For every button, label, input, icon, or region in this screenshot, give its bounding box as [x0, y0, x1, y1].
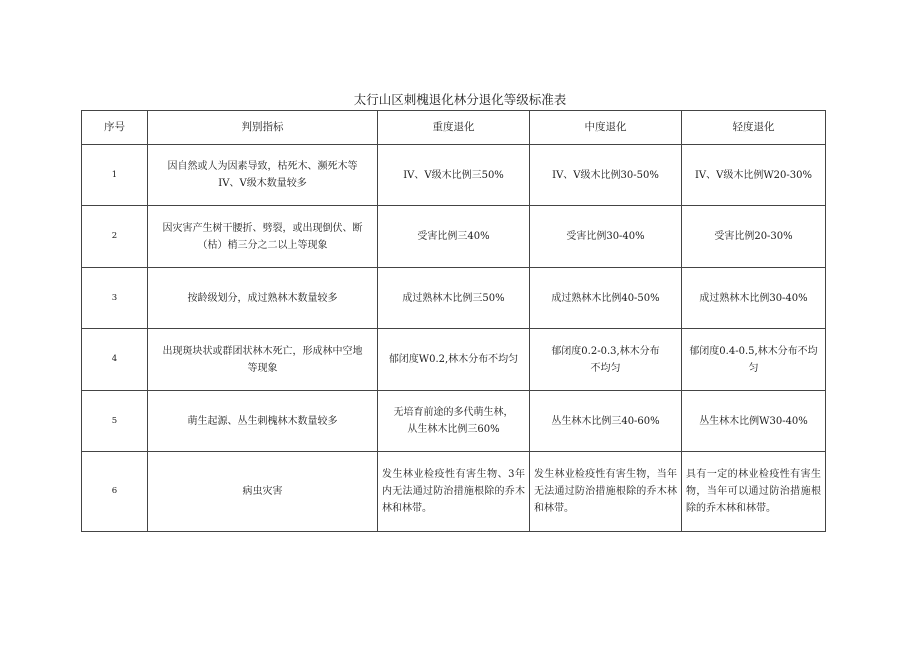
row-serial: 2	[82, 206, 148, 268]
header-moderate: 中度退化	[530, 111, 682, 145]
indicator-text: 出现斑块状或群团状林木死亡，形成林中空地 等现象	[162, 345, 363, 374]
row-severe: 郁闭度W0.2,林木分布不均匀	[378, 329, 530, 391]
row-indicator	[148, 206, 378, 268]
row-moderate: 受害比例30-40%	[530, 206, 682, 268]
row-moderate: 成过熟林木比例40-50%	[530, 268, 682, 329]
row-severe	[378, 391, 530, 452]
row-moderate: IV、V级木比例30-50%	[530, 145, 682, 206]
row-light: 郁闭度0.4-0.5,林木分布不均匀	[682, 329, 826, 391]
row-light: 丛生林木比例W30-40%	[682, 391, 826, 452]
row-light: 成过熟林木比例30-40%	[682, 268, 826, 329]
table-header-row	[82, 111, 826, 145]
row-serial: 4	[82, 329, 148, 391]
table-row	[82, 391, 826, 452]
table-row	[82, 452, 826, 532]
header-serial: 序号	[82, 111, 148, 145]
indicator-text: 因灾害产生树干腰折、劈裂，或出现倒伏、断 （枯）梢三分之二以上等现象	[162, 222, 363, 251]
row-serial: 1	[82, 145, 148, 206]
row-moderate: 发生林业检疫性有害生物，当年无法通过防治措施根除的乔木林和林带。	[530, 452, 682, 532]
row-indicator	[148, 329, 378, 391]
table-row	[82, 268, 826, 329]
row-light: 具有一定的林业检疫性有害生物，当年可以通过防治措施根除的乔木林和林带。	[682, 452, 826, 532]
row-indicator: 萌生起源、丛生刺槐林木数量较多	[148, 391, 378, 452]
row-moderate	[530, 329, 682, 391]
table-row	[82, 206, 826, 268]
row-severe: 受害比例三40%	[378, 206, 530, 268]
row-severe: 成过熟林木比例三50%	[378, 268, 530, 329]
indicator-text: 因自然或人为因素导致，枯死木、濒死木等 IV、V级木数量较多	[167, 161, 358, 189]
moderate-text: 郁闭度0.2-0.3,林木分布 不均匀	[551, 345, 660, 374]
row-moderate: 丛生林木比例三40-60%	[530, 391, 682, 452]
row-light: 受害比例20-30%	[682, 206, 826, 268]
row-indicator	[148, 145, 378, 206]
row-serial: 3	[82, 268, 148, 329]
row-indicator: 按龄级划分，成过熟林木数量较多	[148, 268, 378, 329]
row-severe: 发生林业检疫性有害生物、3年内无法通过防治措施根除的乔木林和林带。	[378, 452, 530, 532]
table-row	[82, 145, 826, 206]
row-light: IV、V级木比例W20-30%	[682, 145, 826, 206]
header-light: 轻度退化	[682, 111, 826, 145]
severe-text: 无培育前途的多代萌生林， 从生林木比例三60%	[393, 407, 514, 435]
degradation-standard-table	[81, 110, 826, 532]
header-indicator: 判别指标	[148, 111, 378, 145]
row-serial: 5	[82, 391, 148, 452]
page-title: 太行山区刺槐退化林分退化等级标准表	[353, 92, 567, 107]
row-indicator: 病虫灾害	[148, 452, 378, 532]
header-severe: 重度退化	[378, 111, 530, 145]
row-serial: 6	[82, 452, 148, 532]
table-row	[82, 329, 826, 391]
row-severe: IV、V级木比例三50%	[378, 145, 530, 206]
